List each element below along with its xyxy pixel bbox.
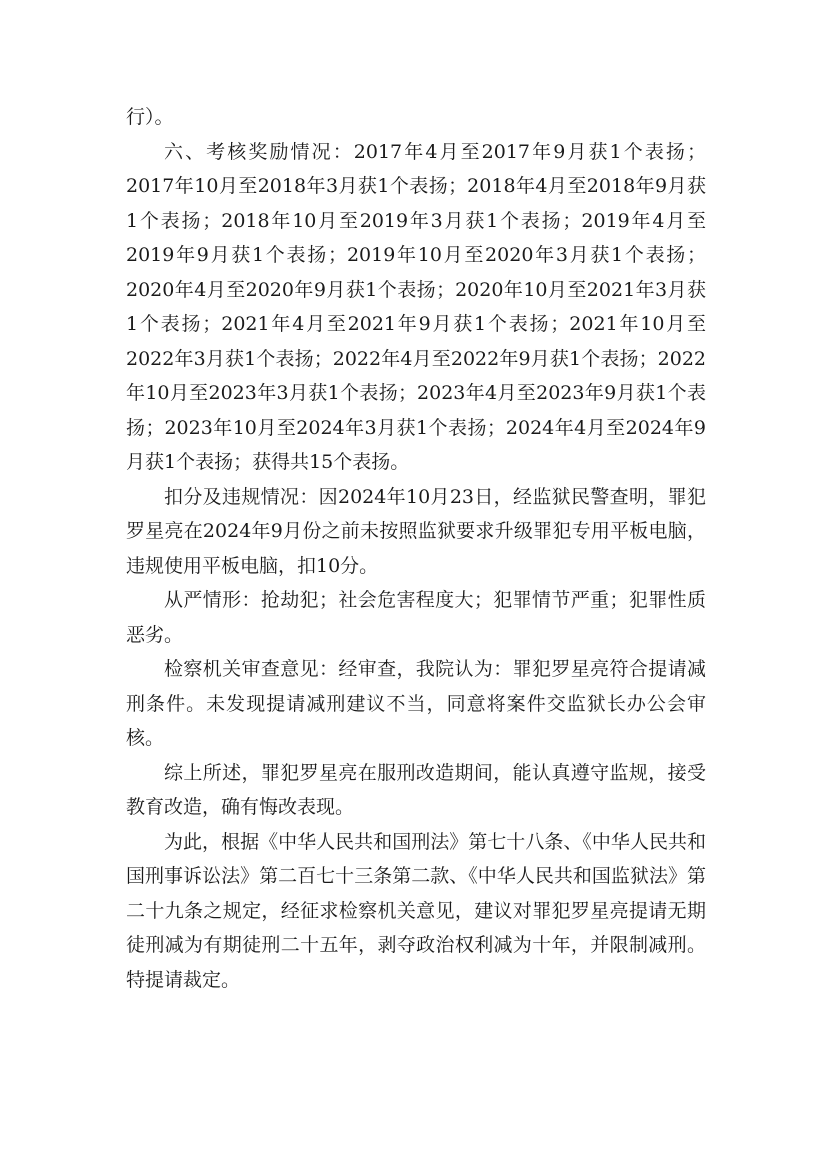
paragraph-procuratorate-opinion: 检察机关审查意见：经审查，我院认为：罪犯罗星亮符合提请减刑条件。未发现提请减刑建议不当，同意将案件交监狱长办公会审核。 [126,658,706,749]
paragraph-deductions: 扣分及违规情况：因2024年10月23日，经监狱民警查明，罪犯罗星亮在2024年9月份之前未按照监狱要求升级罪犯专用平板电脑，违规使用平板电脑，扣10分。 [126,485,706,577]
paragraph-conclusion: 为此，根据《中华人民共和国刑法》第七十八条、《中华人民共和国刑事诉讼法》第二百七十三条第二款、《中华人民共和国监狱法》第二十九条之规定，经征求检察机关意见，建议对罪犯罗星亮提请无期徒刑减为有期徒刑二十五年，剥夺政治权利减为十年，并限制减刑。特提请裁定。 [126,830,706,991]
paragraph-summary: 综上所述，罪犯罗星亮在服刑改造期间，能认真遵守监规，接受教育改造，确有悔改表现。 [126,761,706,818]
paragraph-continuation: 行）。 [126,106,174,128]
paragraph-aggravating-circumstances: 从严情形：抢劫犯；社会危害程度大；犯罪情节严重；犯罪性质恶劣。 [126,589,706,646]
paragraph-rewards: 六、考核奖励情况：2017年4月至2017年9月获1个表扬；2017年10月至2018年3月获1个表扬；2018年4月至2018年9月获1个表扬；2018年10月至2019年3月获1个表扬；2019年4月至2019年9月获1个表扬；2019年10月至2020年3月获1个表扬；2020年4月至2020年9月获1个表扬；2020年10月至2021年3月获1个表扬；2021年4月至2021年9月获1个表扬；2021年10月至2022年3月获1个表扬；2022年4月至2022年9月获1个表扬；2022年10月至2023年3月获1个表扬；2023年4月至2023年9月获1个表扬；2023年10月至2024年3月获1个表扬；2024年4月至2024年9月获1个表扬；获得共15个表扬。 [126,140,706,473]
document-body [126,100,706,997]
